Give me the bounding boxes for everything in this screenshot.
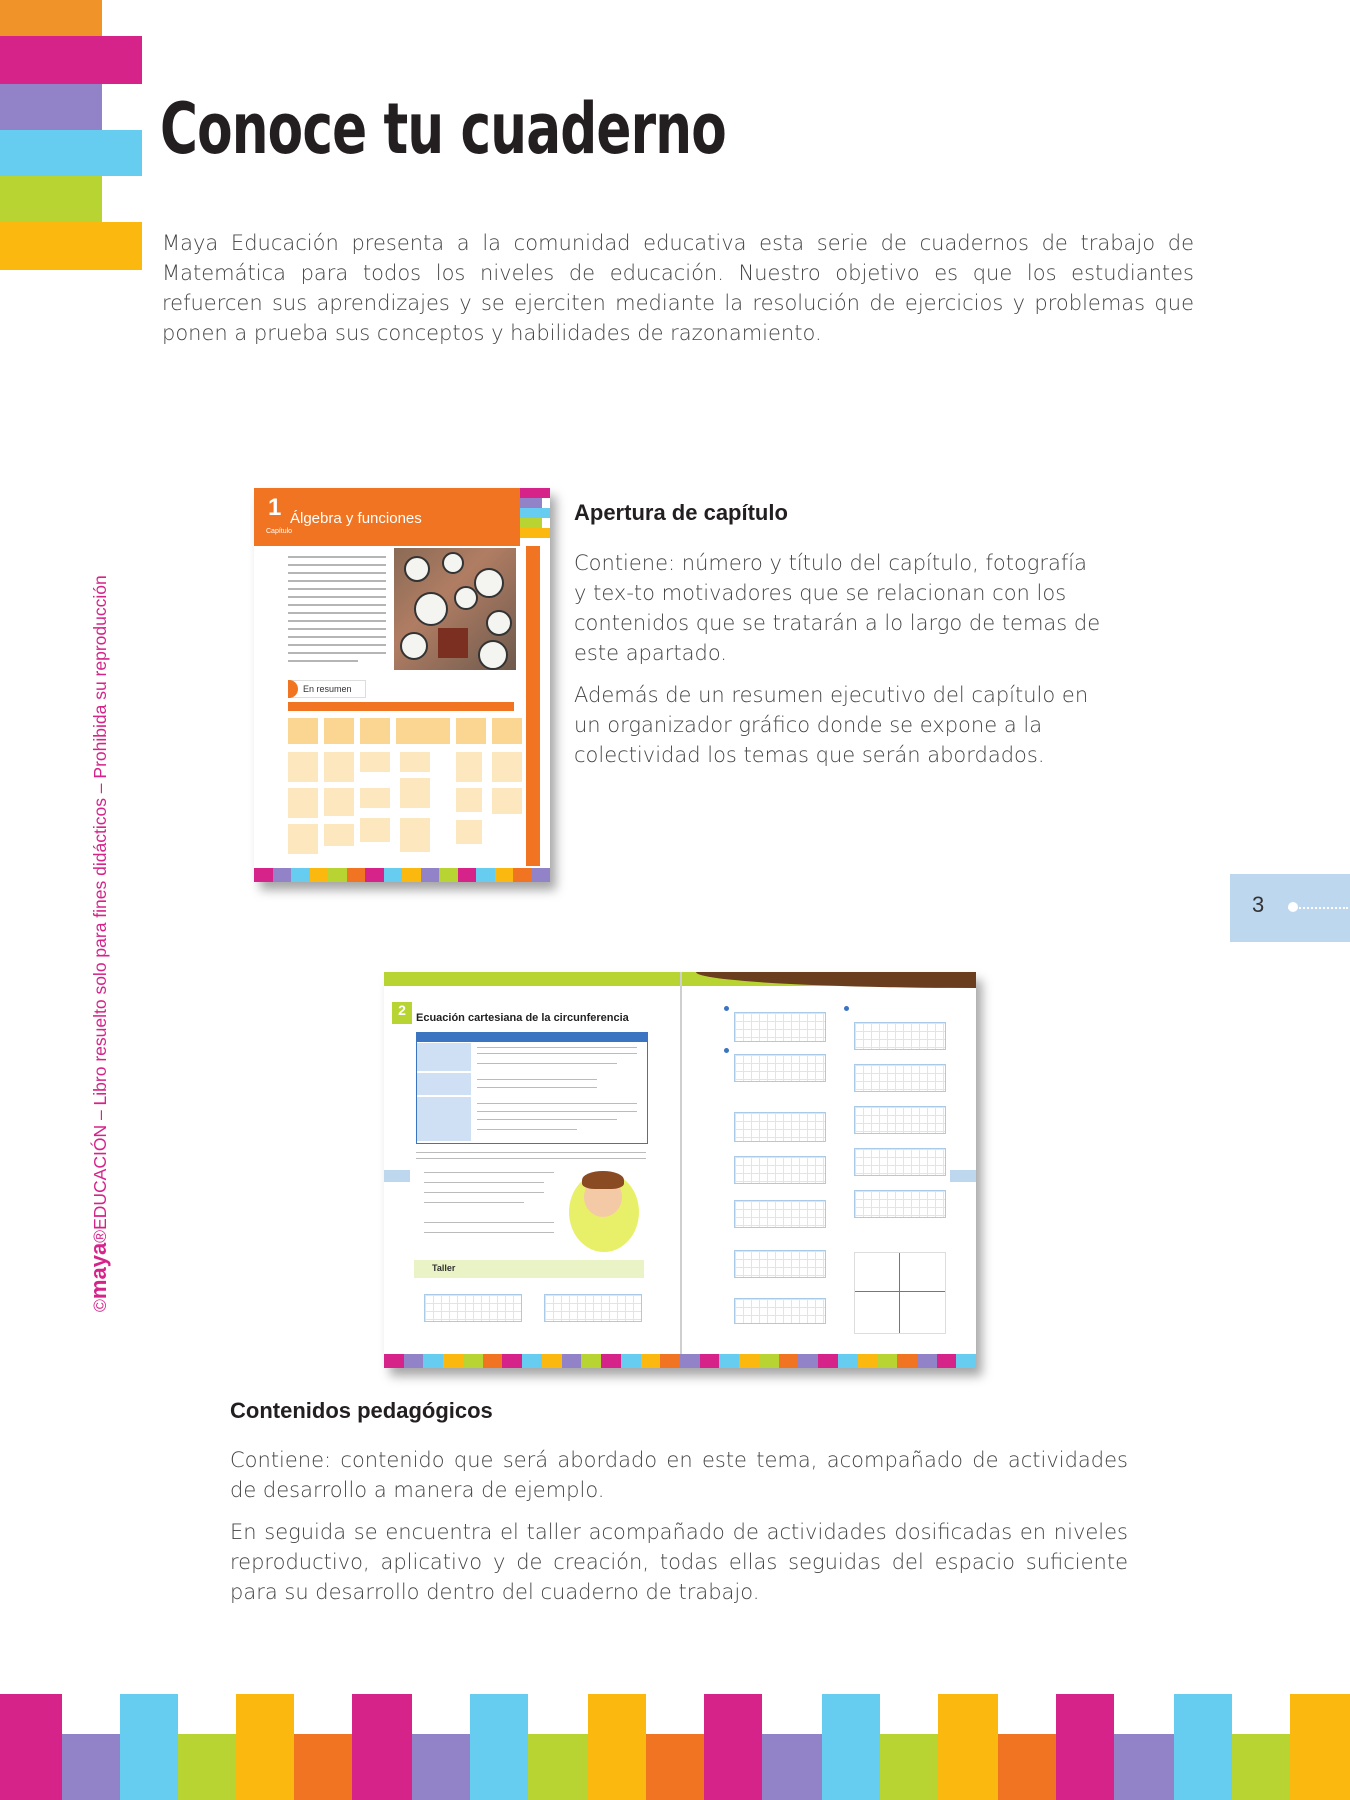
example-text-line	[416, 1152, 646, 1153]
clock-icon	[478, 640, 508, 670]
contenidos-body	[230, 1445, 1128, 1619]
summary-cell	[456, 820, 482, 844]
summary-cell	[492, 752, 522, 782]
band-column	[938, 1694, 998, 1800]
page-tab-dotted-line	[1288, 907, 1348, 911]
copyright-symbol: ©	[90, 1299, 110, 1312]
summary-cell	[400, 818, 430, 852]
page-marker-left	[384, 1170, 410, 1182]
clock-icon	[486, 610, 512, 636]
band-column	[470, 1694, 528, 1800]
summary-header-cell	[492, 718, 522, 744]
contenidos-paragraph-1: Contiene: contenido que será abordado en este tema, acompañado de actividades de desarrollo a manera de ejemplo.	[230, 1448, 1128, 1502]
intro-text-line	[288, 636, 386, 638]
band-column	[646, 1734, 704, 1800]
summary-cell	[360, 788, 390, 808]
intro-text-line	[288, 660, 358, 662]
summary-cell	[400, 752, 430, 772]
intro-text-line	[288, 588, 386, 590]
chapter-side-band	[526, 546, 540, 866]
summary-header-cell	[288, 718, 318, 744]
credit-text: ®EDUCACIÓN – Libro resuelto solo para fines didácticos – Prohibida su reproducción	[90, 575, 110, 1243]
table-text-line	[477, 1103, 637, 1104]
intro-text-line	[288, 556, 386, 558]
band-column	[1114, 1734, 1174, 1800]
exercise-grid	[734, 1200, 826, 1228]
band-column	[1056, 1694, 1114, 1800]
thumbnail-stripes	[254, 868, 550, 882]
chapter-number-label: Capítulo	[266, 528, 293, 535]
summary-cell	[400, 778, 430, 808]
band-column	[178, 1734, 236, 1800]
summary-band	[288, 702, 514, 711]
summary-header-cell	[324, 718, 354, 744]
chapter-corner-tabs	[520, 488, 550, 544]
summary-label: En resumen	[288, 680, 366, 698]
exercise-grid	[734, 1250, 826, 1278]
summary-header-cell	[456, 718, 486, 744]
band-column	[0, 1694, 62, 1800]
exercise-grid	[854, 1190, 946, 1218]
copyright-credit	[86, 575, 112, 1312]
exercise-grid	[854, 1064, 946, 1092]
exercise-grid	[734, 1054, 826, 1082]
apertura-heading: Apertura de capítulo	[574, 500, 788, 525]
summary-cell	[456, 788, 482, 812]
chapter-number: 1	[268, 494, 282, 521]
example-text-line	[424, 1202, 524, 1203]
band-column	[236, 1694, 294, 1800]
table-text-line	[477, 1047, 637, 1048]
exercise-grid	[424, 1294, 522, 1322]
exercise-bullet	[724, 1006, 729, 1011]
band-column	[120, 1694, 178, 1800]
chapter-title: Álgebra y funciones	[290, 510, 422, 527]
taller-label: Taller	[432, 1263, 456, 1273]
x-axis	[855, 1291, 945, 1292]
brand-logo-text: maya	[86, 1242, 111, 1300]
concept-table-col	[417, 1073, 471, 1095]
band-column	[294, 1734, 352, 1800]
corner-bar-cyan	[0, 130, 142, 176]
exercise-grid	[854, 1148, 946, 1176]
apertura-paragraph-1: Contiene: número y título del capítulo, fotografía y tex-to motivadores que se relacionan con los contenidos que se tratarán a lo largo de temas de este apartado.	[574, 551, 1101, 665]
intro-paragraph: Maya Educación presenta a la comunidad educativa esta serie de cuadernos de trabajo de Matemática para todos los niveles de educación. Nuestro objetivo es que los estudiantes refuercen sus aprendizajes y se ejerciten mediante la resolución de ejercicios y problemas que ponen a prueba sus conceptos y habilidades de razonamiento.	[162, 231, 1194, 345]
page-number: 3	[1252, 892, 1265, 917]
content-spread-thumbnail	[384, 972, 976, 1368]
table-text-line	[477, 1063, 617, 1064]
clock-icon	[404, 556, 430, 582]
corner-bar-orange	[0, 0, 102, 36]
concept-table-col	[417, 1097, 471, 1141]
example-text-line	[424, 1222, 554, 1223]
clock-icon	[474, 568, 504, 598]
intro-text-line	[288, 652, 386, 654]
band-column	[762, 1734, 822, 1800]
band-column	[822, 1694, 880, 1800]
example-text-line	[424, 1232, 554, 1233]
apertura-paragraph-2: Además de un resumen ejecutivo del capítulo en un organizador gráfico donde se expone a la colectividad los temas que serán abordados.	[574, 683, 1089, 767]
exercise-grid	[734, 1298, 826, 1324]
summary-header-cell	[396, 718, 450, 744]
y-axis	[899, 1253, 900, 1333]
spread-gutter	[680, 972, 682, 1368]
cartesian-plane	[854, 1252, 946, 1334]
table-text-line	[477, 1087, 597, 1088]
apertura-body	[574, 548, 1104, 782]
corner-bar-magenta	[0, 36, 142, 84]
page-number-tab	[1230, 874, 1350, 942]
summary-cell	[288, 788, 318, 818]
band-column	[62, 1734, 120, 1800]
example-text-line	[424, 1192, 544, 1193]
clock-icon	[414, 592, 448, 626]
intro-text-line	[288, 604, 386, 606]
exercise-grid	[544, 1294, 642, 1322]
band-column	[704, 1694, 762, 1800]
exercise-bullet	[724, 1048, 729, 1053]
spread-stripes	[384, 1354, 976, 1368]
chapter-opening-thumbnail	[254, 488, 550, 882]
band-column	[588, 1694, 646, 1800]
band-column	[880, 1734, 938, 1800]
example-text-line	[416, 1158, 646, 1159]
table-text-line	[477, 1079, 597, 1080]
summary-cell	[288, 824, 318, 854]
clock-icon	[400, 632, 428, 660]
boy-illustration-hair	[582, 1171, 624, 1189]
bottom-color-band	[0, 1694, 1350, 1800]
exercise-grid	[734, 1156, 826, 1184]
band-column	[1232, 1734, 1290, 1800]
concept-table-col	[417, 1043, 471, 1071]
summary-cell	[360, 818, 390, 842]
intro-text-line	[288, 644, 386, 646]
summary-cell	[492, 788, 522, 814]
example-text-line	[424, 1182, 544, 1183]
band-column	[998, 1734, 1056, 1800]
summary-cell	[456, 752, 482, 782]
taller-band	[414, 1260, 644, 1278]
exercise-grid	[854, 1106, 946, 1134]
summary-cell	[360, 752, 390, 772]
topic-title: Ecuación cartesiana de la circunferencia	[416, 1012, 629, 1024]
summary-header-cell	[360, 718, 390, 744]
intro-text-line	[288, 612, 386, 614]
corner-bar-yellow	[0, 222, 142, 270]
intro-text-line	[288, 620, 386, 622]
summary-cell	[324, 824, 354, 846]
band-column	[528, 1734, 588, 1800]
corner-bar-purple	[0, 84, 102, 130]
clocks-photo	[394, 548, 516, 670]
chapter-header-band	[254, 488, 520, 546]
table-text-line	[477, 1111, 637, 1112]
wooden-clock	[438, 628, 468, 658]
summary-cell	[288, 752, 318, 782]
concept-table-header	[417, 1033, 647, 1042]
summary-cell	[324, 788, 354, 816]
intro-text-line	[288, 596, 386, 598]
exercise-bullet	[844, 1006, 849, 1011]
table-text-line	[477, 1129, 577, 1130]
intro-text-line	[288, 628, 386, 630]
topic-number: 2	[392, 1002, 412, 1024]
intro-text-line	[288, 580, 386, 582]
contenidos-paragraph-2: En seguida se encuentra el taller acompañado de actividades dosificadas en niveles reproductivo, aplicativo y de creación, todas ellas seguidas del espacio suficiente para su desarrollo dentro del cuaderno de trabajo.	[230, 1520, 1128, 1604]
exercise-grid	[854, 1022, 946, 1050]
page-title: Conoce tu cuaderno	[160, 88, 726, 170]
exercise-grid	[734, 1112, 826, 1142]
example-text-line	[424, 1172, 554, 1173]
band-column	[1290, 1694, 1350, 1800]
intro-text-line	[288, 564, 386, 566]
band-column	[1174, 1694, 1232, 1800]
summary-cell	[324, 752, 354, 782]
band-column	[352, 1694, 412, 1800]
corner-bar-lime	[0, 176, 102, 222]
table-text-line	[477, 1119, 617, 1120]
band-column	[412, 1734, 470, 1800]
page-marker-right	[950, 1170, 976, 1182]
exercise-grid	[734, 1012, 826, 1042]
clock-icon	[442, 552, 464, 574]
concept-table	[416, 1032, 648, 1144]
contenidos-heading: Contenidos pedagógicos	[230, 1398, 493, 1423]
table-text-line	[477, 1053, 637, 1054]
clock-icon	[454, 586, 478, 610]
intro-text-line	[288, 572, 386, 574]
